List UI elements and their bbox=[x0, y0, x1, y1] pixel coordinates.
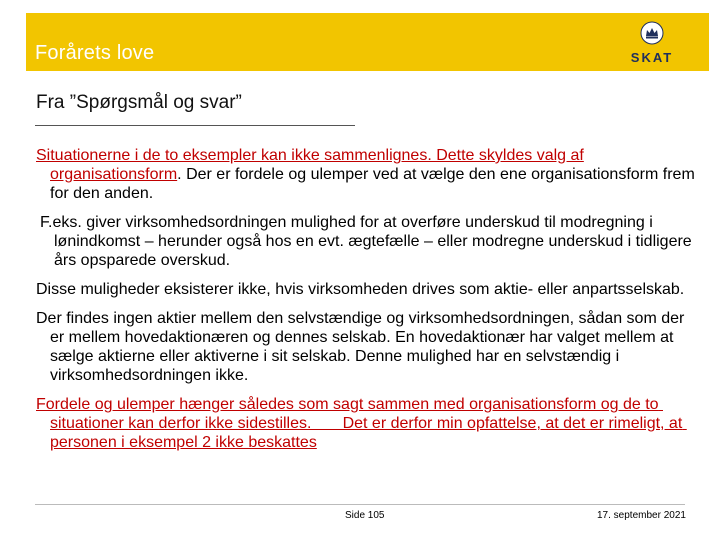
content-body bbox=[36, 146, 696, 462]
footer-date: 17. september 2021 bbox=[597, 510, 686, 521]
paragraph-5: Fordele og ulemper hænger således som sagt sammen med organisationsform og de to situationer kan derfor ikke sidestilles. Det er derfor min opfattelse, at det er rimeligt, at personen i eksempel 2 ikke beskattes bbox=[36, 396, 687, 451]
page-number: Side 105 bbox=[345, 510, 385, 521]
skat-logo bbox=[617, 21, 687, 67]
paragraph-1 bbox=[36, 146, 696, 203]
paragraph-1-highlight: Situationerne i de to eksempler kan ikke sammenlignes. Dette skyldes valg af organisationsform bbox=[36, 147, 584, 183]
paragraph-4: Der findes ingen aktier mellem den selvstændige og virksomhedsordningen, sådan som der er mellem hovedaktionæren og dennes selskab. En hovedaktionær har valget mellem at sælge aktierne eller aktiverne i sit selskab. Denne mulighed har en selvstændig i virksomhedsordningen ikke. bbox=[36, 310, 685, 384]
paragraph-3: Disse muligheder eksisterer ikke, hvis virksomheden drives som aktie- eller anpartsselskab. bbox=[36, 281, 685, 298]
header-bar bbox=[26, 13, 709, 71]
crown-icon bbox=[640, 21, 664, 45]
logo-text: SKAT bbox=[630, 50, 674, 65]
slide-title: Forårets love bbox=[35, 42, 155, 64]
paragraph-1-text: . Der er fordele og ulemper ved at vælge den ene organisationsform frem for den anden. bbox=[50, 166, 695, 202]
subtitle-divider bbox=[35, 125, 355, 126]
subtitle: Fra ”Spørgsmål og svar” bbox=[36, 92, 242, 113]
paragraph-2: F.eks. giver virksomhedsordningen mulighed for at overføre underskud til modregning i lønindkomst – herunder også hos en evt. ægtefælle – eller modregne underskud i tidligere års opsparede overskud. bbox=[40, 214, 692, 269]
footer-divider bbox=[35, 504, 685, 505]
